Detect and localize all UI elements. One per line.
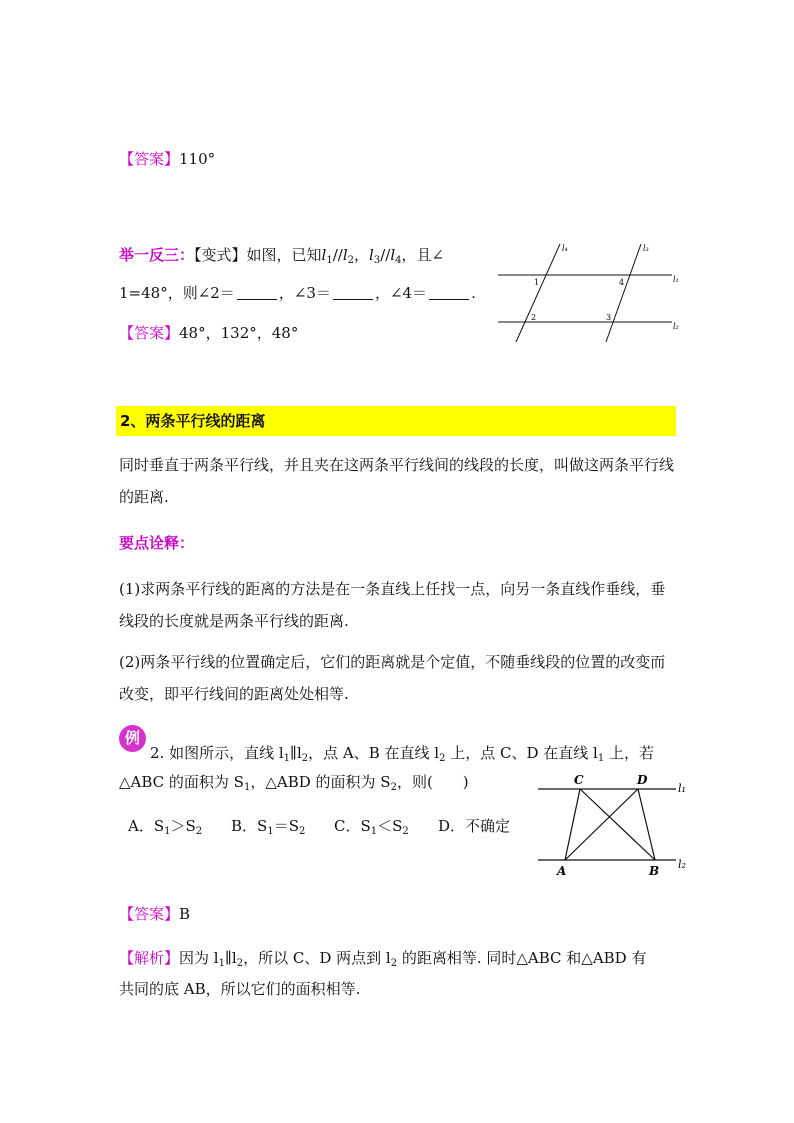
- option-text: ＞S: [170, 817, 196, 835]
- subscript: 1: [326, 255, 333, 266]
- subscript: 1: [164, 826, 171, 837]
- variant-line-1: [119, 244, 444, 266]
- label-l1: l₁: [673, 275, 679, 284]
- parallel-symbol: //: [332, 246, 343, 264]
- line-l3: [606, 244, 641, 342]
- example-badge: 例: [119, 725, 146, 752]
- subscript: 2: [195, 826, 203, 837]
- label-l2: l₂: [678, 858, 686, 871]
- question-text: ，△ABD 的面积为 S: [250, 773, 391, 791]
- analysis-text: 因为 l: [179, 949, 219, 967]
- line-symbol: l: [321, 246, 327, 264]
- line-symbol: l: [369, 246, 374, 264]
- variant-text: 如图，已知: [246, 246, 322, 264]
- definition-text: 同时垂直于两条平行线，并且夹在这两条平行线间的线段的长度，叫做这两条平行线的距离.: [119, 456, 675, 506]
- option-text: C．S: [334, 817, 371, 835]
- analysis-line-1: [119, 947, 646, 969]
- analysis-line-2: 共同的底 AB，所以它们的面积相等.: [119, 980, 361, 998]
- subscript: 1: [218, 958, 225, 969]
- answer-value: 110°: [179, 150, 216, 168]
- label-l4: l₄: [562, 244, 568, 253]
- point-d-label: D: [637, 773, 648, 787]
- keypoints-heading: 要点诠释：: [119, 534, 195, 552]
- subscript: 2: [347, 255, 355, 266]
- analysis-label: 【解析】: [119, 949, 180, 967]
- question-text: ∥l: [290, 744, 302, 762]
- variant-text: ，∠4＝: [374, 284, 428, 302]
- angle-3-label: 3: [606, 313, 612, 322]
- option-c[interactable]: [334, 815, 409, 837]
- option-text: B．S: [231, 817, 268, 835]
- subscript: 1: [597, 753, 605, 764]
- answer-label: 【答案】: [119, 324, 180, 342]
- point-a-label: A: [557, 864, 567, 878]
- subscript: 1: [370, 826, 378, 837]
- example-answer-line: [119, 903, 190, 924]
- trapezoid-figure-2: [532, 770, 698, 880]
- subscript: 2: [402, 826, 409, 837]
- angle-1-label: 1: [534, 278, 540, 287]
- line-l4: [516, 244, 560, 342]
- line-symbol: l: [342, 246, 348, 264]
- variant-text: ，∠3＝: [278, 284, 331, 302]
- segment-db: [638, 789, 655, 860]
- line-symbol: l: [390, 246, 396, 264]
- variant-text: .: [471, 284, 476, 302]
- variant-prefix: 举一反三：: [119, 246, 195, 264]
- subscript: 2: [301, 753, 309, 764]
- option-d[interactable]: D．不确定: [438, 817, 511, 835]
- question-text: 上，点 C、D 在直线 l: [445, 744, 598, 762]
- answer-label: 【答案】: [119, 150, 180, 168]
- section-title: 2、两条平行线的距离: [116, 406, 676, 436]
- subscript: 2: [390, 958, 398, 969]
- answer-value: B: [179, 905, 191, 923]
- question-text: 上，若: [604, 744, 655, 762]
- parallel-symbol: //: [380, 246, 391, 264]
- label-l1: l₁: [678, 782, 686, 795]
- answer-1-line: [119, 148, 215, 169]
- answer-blank[interactable]: [429, 287, 469, 300]
- subscript: 1: [283, 753, 291, 764]
- analysis-text: ∥l: [224, 949, 237, 967]
- subscript: 2: [236, 958, 244, 969]
- subscript: 1: [267, 826, 274, 837]
- option-text: ＝S: [273, 817, 299, 835]
- parallel-lines-figure-1: [494, 238, 684, 348]
- answer-label: 【答案】: [119, 905, 180, 923]
- question-text: ，则( ): [396, 773, 469, 791]
- variant-text: 1=48°，则∠2＝: [119, 284, 235, 302]
- example-question-line-1: [150, 742, 654, 764]
- point-b-label: B: [649, 864, 660, 878]
- analysis-text: ，所以 C、D 两点到 l: [243, 949, 391, 967]
- angle-4-label: 4: [619, 278, 625, 287]
- keypoint-2: (2)两条平行线的位置确定后，它们的距离就是个定值，不随垂线段的位置的改变而改变，即平行线间的距离处处相等.: [119, 653, 666, 703]
- keypoint-1: (1)求两条平行线的距离的方法是在一条直线上任找一点，向另一条直线作垂线，垂线段的长度就是两条平行线的距离.: [119, 580, 666, 630]
- subscript: 2: [298, 826, 306, 837]
- variant-tag: 【变式】: [194, 246, 247, 264]
- comma: ，: [354, 246, 370, 264]
- analysis-text: 的距离相等. 同时△ABC 和△ABD 有: [397, 949, 647, 967]
- answer-value: 48°，132°，48°: [179, 324, 299, 342]
- point-c-label: C: [574, 773, 584, 787]
- subscript: 4: [395, 255, 402, 266]
- subscript: 3: [373, 255, 381, 266]
- variant-line-2: [119, 282, 476, 303]
- label-l3: l₃: [643, 244, 649, 253]
- segment-da: [565, 789, 638, 860]
- answer-blank[interactable]: [237, 287, 277, 300]
- example-question-line-2: [119, 771, 469, 793]
- question-text: 2. 如图所示，直线 l: [150, 744, 284, 762]
- angle-2-label: 2: [531, 313, 537, 322]
- option-text: ＜S: [377, 817, 403, 835]
- subscript: 2: [390, 782, 397, 793]
- segment-cb: [580, 789, 655, 860]
- option-a[interactable]: [128, 815, 202, 837]
- segment-ca: [565, 789, 580, 860]
- option-b[interactable]: [231, 815, 305, 837]
- variant-answer-line: [119, 322, 298, 343]
- subscript: 2: [439, 753, 446, 764]
- question-text: △ABC 的面积为 S: [119, 773, 244, 791]
- subscript: 1: [243, 782, 251, 793]
- variant-text: ，且∠: [401, 246, 445, 264]
- option-text: A．S: [128, 817, 165, 835]
- question-text: ，点 A、B 在直线 l: [308, 744, 440, 762]
- answer-blank[interactable]: [333, 287, 373, 300]
- label-l2: l₂: [673, 322, 679, 331]
